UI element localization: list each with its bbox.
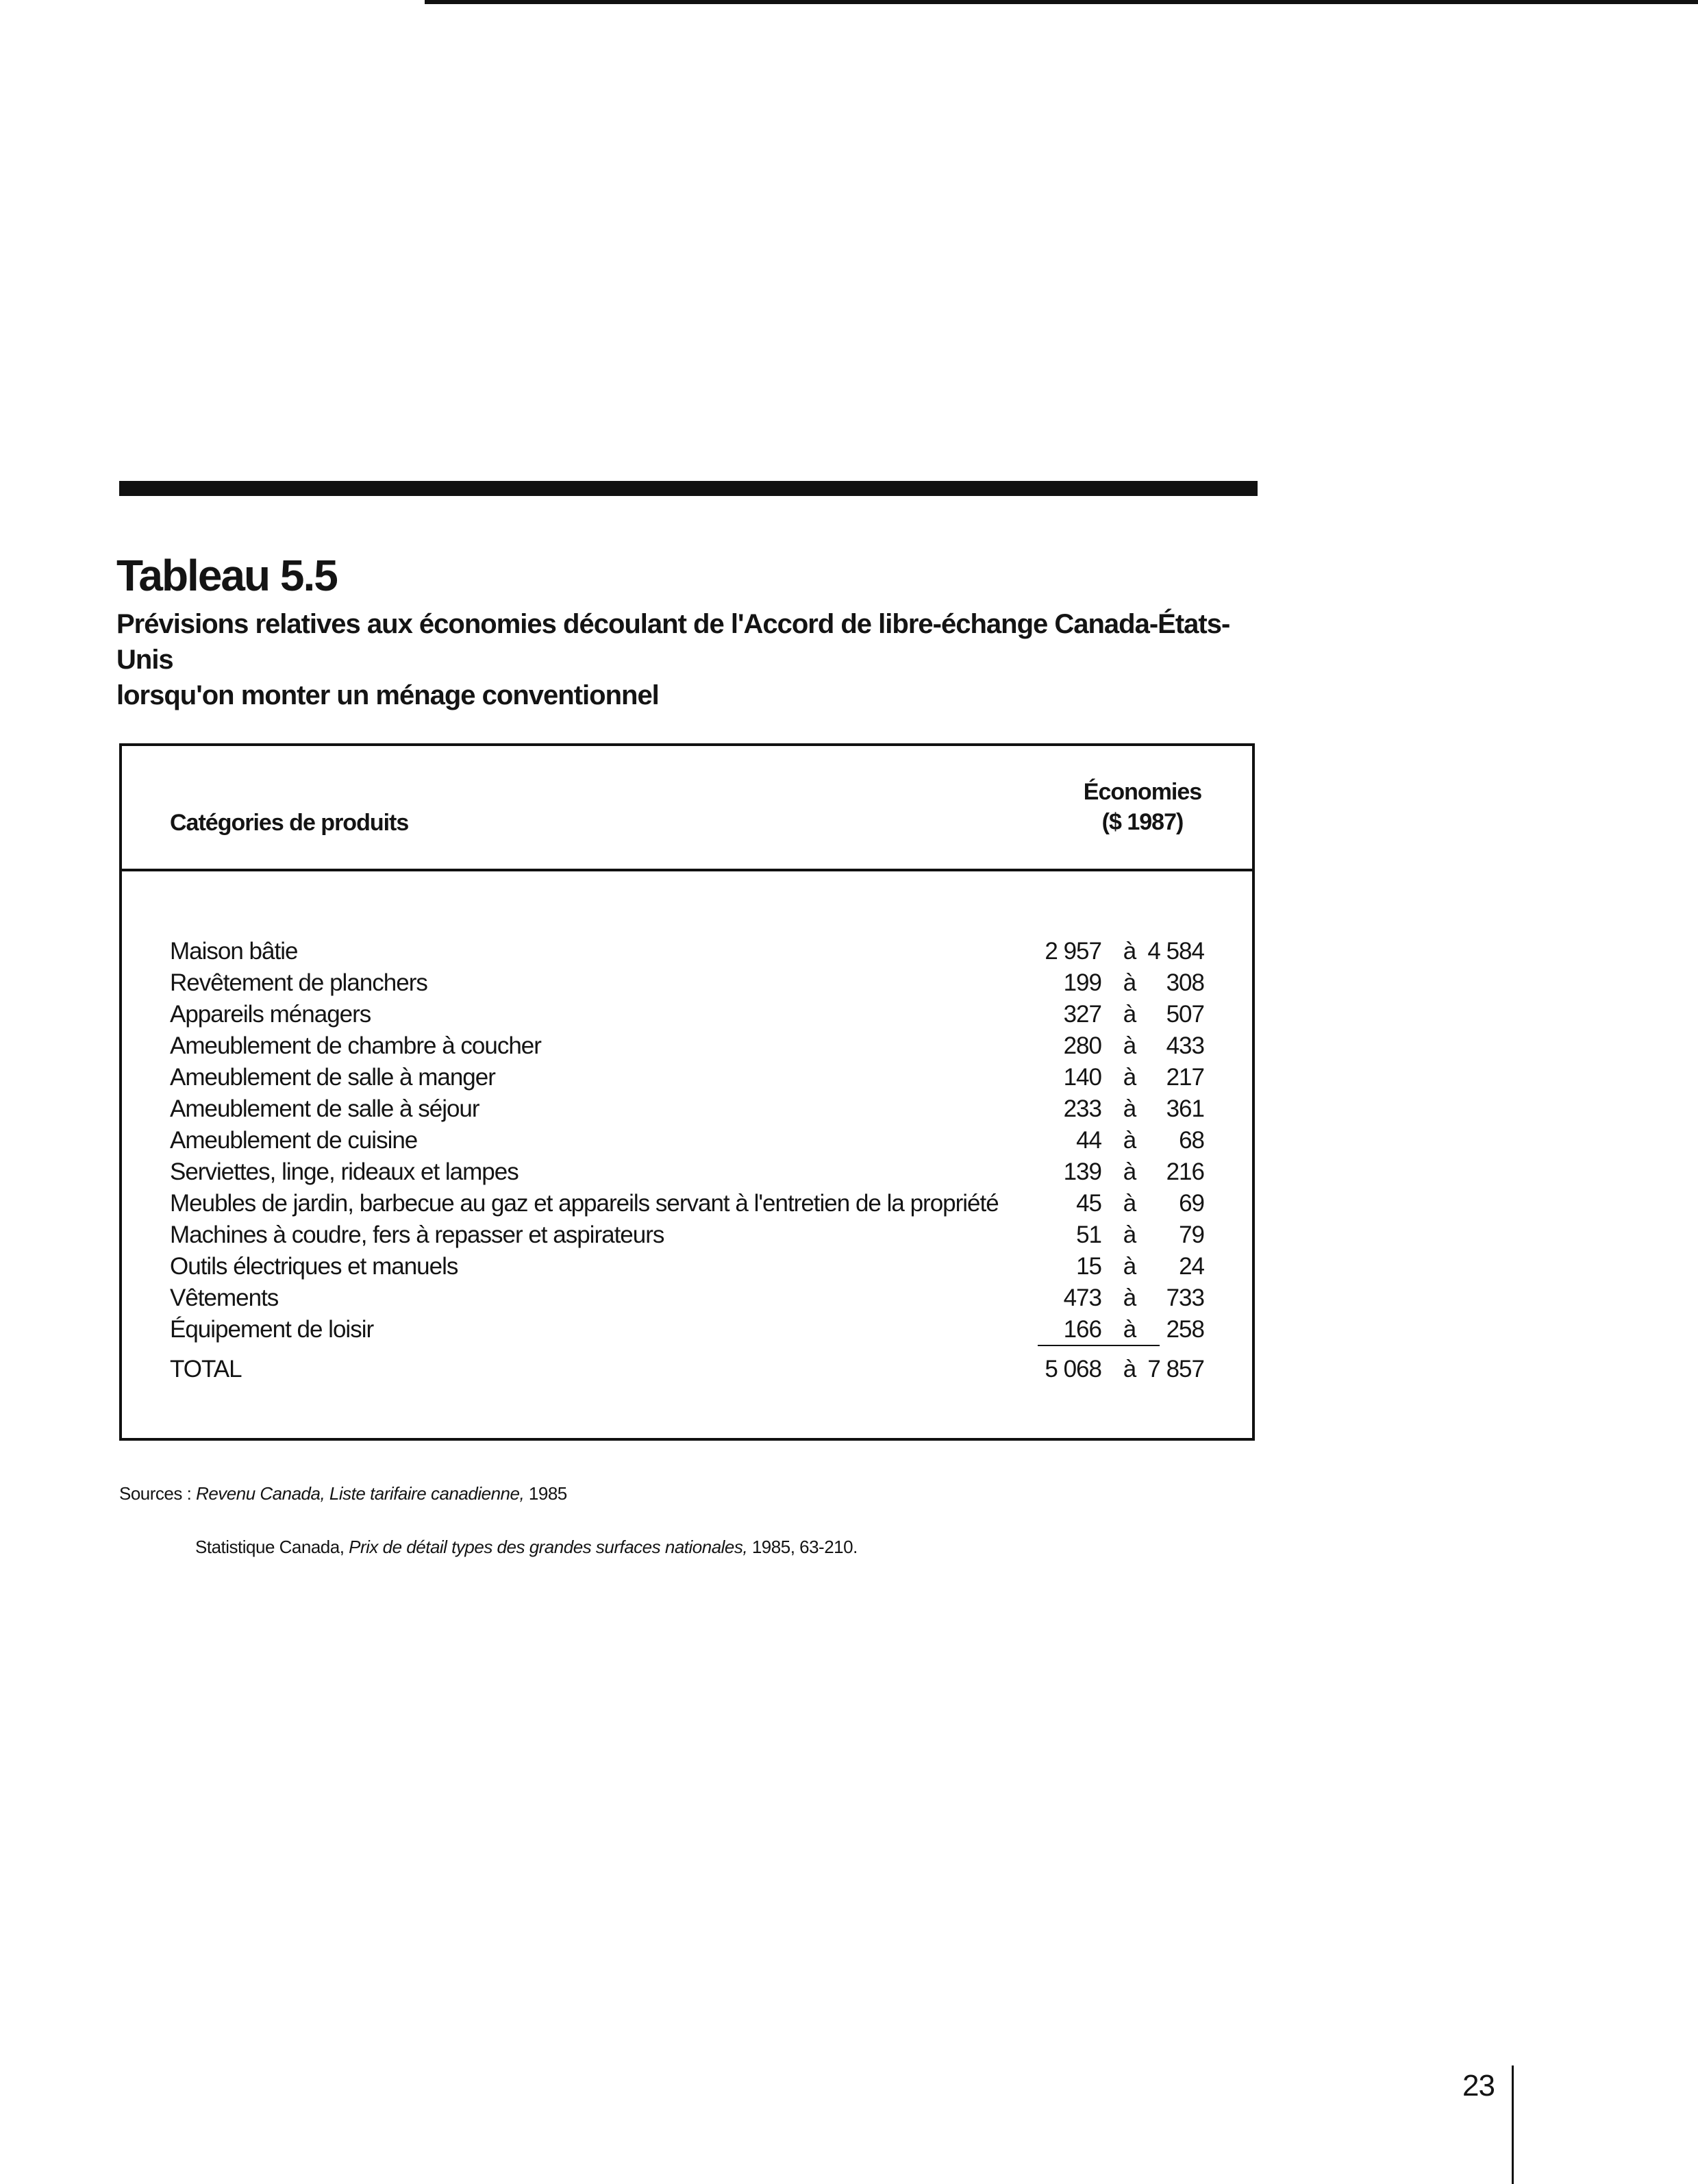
- row-low-value: 199: [1063, 969, 1101, 996]
- title-rule: [119, 481, 1258, 496]
- row-high-value: 69: [1179, 1190, 1204, 1217]
- row-high-value: 4 584: [1147, 938, 1204, 965]
- row-low-value: 51: [1076, 1221, 1101, 1248]
- subtitle-line-2: lorsqu'on monter un ménage conventionnel: [116, 680, 659, 710]
- row-label: Ameublement de cuisine: [170, 1127, 418, 1154]
- row-separator: à: [1123, 1253, 1136, 1280]
- row-low-value: 140: [1063, 1064, 1101, 1091]
- table-row: [170, 1127, 1204, 1158]
- row-label: Équipement de loisir: [170, 1316, 374, 1343]
- savings-table: [119, 743, 1255, 1441]
- source-2-org: Statistique Canada,: [195, 1537, 349, 1557]
- row-separator: à: [1123, 1190, 1136, 1217]
- table-row: [170, 1001, 1204, 1032]
- row-label: Outils électriques et manuels: [170, 1253, 458, 1280]
- table-row: [170, 938, 1204, 969]
- page-edge-rule: [1512, 2065, 1514, 2184]
- row-label: Ameublement de salle à séjour: [170, 1095, 479, 1122]
- column-header-savings: [1040, 777, 1245, 837]
- row-separator: à: [1123, 1158, 1136, 1185]
- row-high-value: 217: [1166, 1064, 1204, 1091]
- table-row: [170, 1158, 1204, 1190]
- row-low-value: 280: [1063, 1032, 1101, 1059]
- subtitle-line-1: Prévisions relatives aux économies découlant de l'Accord de libre-échange Canada-États-Unis: [116, 609, 1230, 675]
- row-low-value: 139: [1063, 1158, 1101, 1185]
- total-separator: à: [1123, 1356, 1136, 1382]
- total-row: [170, 1356, 1204, 1387]
- row-label: Appareils ménagers: [170, 1001, 371, 1028]
- table-row: [170, 1190, 1204, 1221]
- source-1-title: Revenu Canada, Liste tarifaire canadienne,: [196, 1483, 525, 1504]
- header-divider: [122, 869, 1252, 871]
- table-row: [170, 1253, 1204, 1285]
- source-line-1: [119, 1483, 567, 1504]
- row-low-value: 233: [1063, 1095, 1101, 1122]
- column-header-savings-line-2: ($ 1987): [1101, 809, 1184, 835]
- row-high-value: 216: [1166, 1158, 1204, 1185]
- row-separator: à: [1123, 969, 1136, 996]
- table-row: [170, 1221, 1204, 1253]
- row-label: Meubles de jardin, barbecue au gaz et appareils servant à l'entretien de la propriété: [170, 1190, 999, 1217]
- row-low-value: 15: [1076, 1253, 1101, 1280]
- source-2-title: Prix de détail types des grandes surfaces nationales,: [349, 1537, 748, 1557]
- row-label: Vêtements: [170, 1285, 279, 1311]
- row-separator: à: [1123, 938, 1136, 965]
- row-separator: à: [1123, 1064, 1136, 1091]
- table-row: [170, 1316, 1204, 1348]
- table-body: [170, 938, 1204, 1348]
- row-low-value: 44: [1076, 1127, 1101, 1154]
- table-row: [170, 1285, 1204, 1316]
- row-high-value: 733: [1166, 1285, 1204, 1311]
- top-rule: [425, 0, 1698, 4]
- total-high: 7 857: [1147, 1356, 1204, 1382]
- source-1-year: 1985: [524, 1483, 567, 1504]
- row-label: Ameublement de chambre à coucher: [170, 1032, 541, 1059]
- column-header-categories: Catégories de produits: [170, 810, 409, 836]
- table-row: [170, 969, 1204, 1001]
- table-title: Tableau 5.5: [116, 551, 337, 600]
- row-label: Machines à coudre, fers à repasser et aspirateurs: [170, 1221, 664, 1248]
- row-label: Revêtement de planchers: [170, 969, 427, 996]
- row-high-value: 24: [1179, 1253, 1204, 1280]
- row-low-value: 327: [1063, 1001, 1101, 1028]
- row-high-value: 79: [1179, 1221, 1204, 1248]
- row-low-value: 2 957: [1045, 938, 1101, 965]
- row-label: Maison bâtie: [170, 938, 298, 965]
- row-separator: à: [1123, 1285, 1136, 1311]
- row-separator: à: [1123, 1001, 1136, 1028]
- row-high-value: 507: [1166, 1001, 1204, 1028]
- row-separator: à: [1123, 1316, 1136, 1343]
- total-low: 5 068: [1045, 1356, 1101, 1382]
- row-separator: à: [1123, 1095, 1136, 1122]
- row-high-value: 433: [1166, 1032, 1204, 1059]
- source-2-ref: 1985, 63-210.: [747, 1537, 858, 1557]
- row-label: Serviettes, linge, rideaux et lampes: [170, 1158, 519, 1185]
- table-subtitle: [116, 606, 1281, 713]
- source-line-2: [195, 1537, 858, 1558]
- page-number: 23: [1462, 2069, 1495, 2102]
- sources-prefix: Sources :: [119, 1483, 197, 1504]
- row-label: Ameublement de salle à manger: [170, 1064, 495, 1091]
- row-separator: à: [1123, 1221, 1136, 1248]
- total-rule: [1038, 1345, 1160, 1346]
- row-high-value: 361: [1166, 1095, 1204, 1122]
- row-separator: à: [1123, 1032, 1136, 1059]
- row-low-value: 473: [1063, 1285, 1101, 1311]
- row-high-value: 258: [1166, 1316, 1204, 1343]
- row-high-value: 308: [1166, 969, 1204, 996]
- row-low-value: 166: [1063, 1316, 1101, 1343]
- row-low-value: 45: [1076, 1190, 1101, 1217]
- table-row: [170, 1095, 1204, 1127]
- row-separator: à: [1123, 1127, 1136, 1154]
- table-row: [170, 1032, 1204, 1064]
- total-label: TOTAL: [170, 1356, 242, 1382]
- column-header-savings-line-1: Économies: [1083, 779, 1202, 805]
- table-row: [170, 1064, 1204, 1095]
- row-high-value: 68: [1179, 1127, 1204, 1154]
